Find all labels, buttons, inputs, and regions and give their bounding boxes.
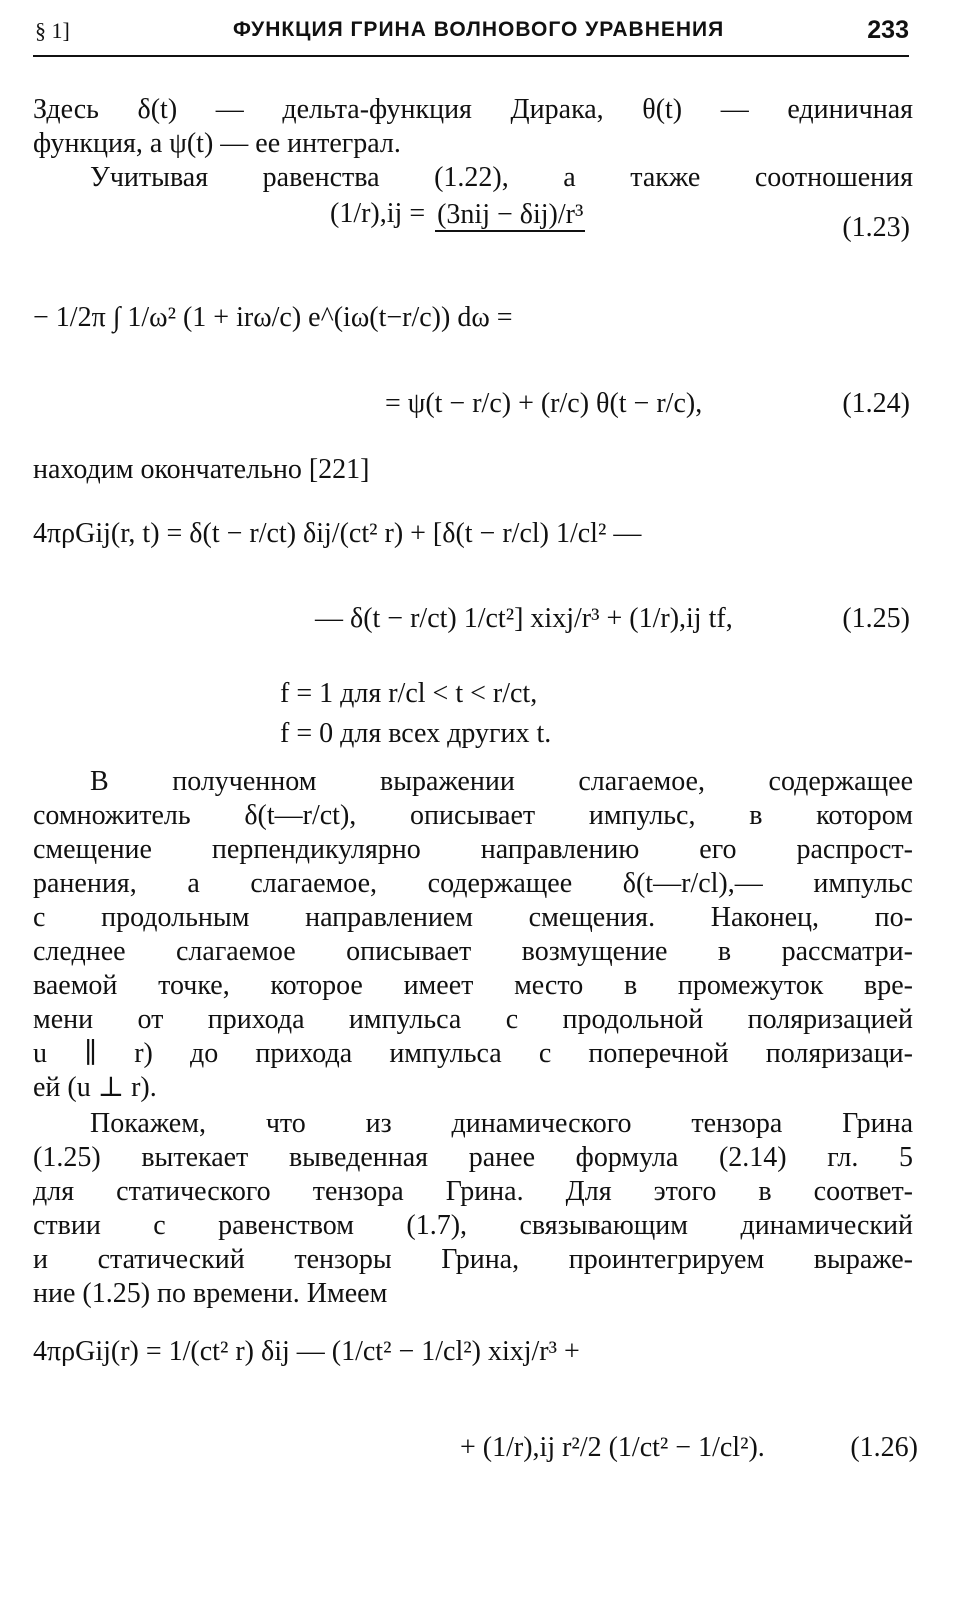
condition-line: f = 0 для всех других t. [280,718,552,749]
text-line: В полученном выражении слагаемое, содержащее [90,766,913,797]
section-mark: § 1] [35,18,70,43]
text-line: сомножитель δ(t—r/ct), описывает импульс, в котором [33,800,913,831]
text-line: находим окончательно [221] [33,454,370,485]
chapter-title: ФУНКЦИЯ ГРИНА ВОЛНОВОГО УРАВНЕНИЯ [233,18,725,41]
equation-1-25-line2: — δ(t − r/ct) 1/ct²] xixj/r³ + (1/r),ij tf, [315,603,733,634]
condition-line: f = 1 для r/cl < t < r/ct, [280,678,538,709]
text-line: (1.25) вытекает выведенная ранее формула (2.14) гл. 5 [33,1142,913,1173]
equation-number: (1.23) [842,212,910,243]
eq-1-23-rhs: (3nij − δij)/r³ [437,198,584,230]
equation-1-25-line1: 4πρGij(r, t) = δ(t − r/ct) δij/(ct² r) + [δ(t − r/cl) 1/cl² — [33,518,642,549]
running-header [33,14,909,48]
header-rule [33,55,909,57]
text-line: ей (u ⊥ r). [33,1072,157,1103]
text-line: следнее слагаемое описывает возмущение в рассматри- [33,936,913,967]
text-line: ствии с равенством (1.7), связывающим динамический [33,1210,913,1241]
equation-1-26-line2: + (1/r),ij r²/2 (1/ct² − 1/cl²). [460,1432,765,1463]
text-line: с продольным направлением смещения. Наконец, по- [33,902,913,933]
equation-1-26-line1: 4πρGij(r) = 1/(ct² r) δij — (1/ct² − 1/cl²) xixj/r³ + [33,1336,580,1367]
equation-number: (1.24) [842,388,910,419]
text-line: ние (1.25) по времени. Имеем [33,1278,388,1309]
equation-number: (1.25) [842,603,910,634]
equation-1-23: (1/r),ij = (3nij − δij)/r³ [330,198,584,230]
text-line: мени от прихода импульса с продольной поляризацией [33,1004,913,1035]
equation-1-24-bottom: = ψ(t − r/c) + (r/c) θ(t − r/c), [385,388,703,419]
page-number: 233 [867,16,909,44]
text-line: функция, а ψ(t) — ее интеграл. [33,128,401,159]
text-line: и статический тензоры Грина, проинтегрируем выраже- [33,1244,913,1275]
eq-1-23-lhs: (1/r),ij [330,198,403,229]
text-line: ранения, а слагаемое, содержащее δ(t—r/cl),— импульс [33,868,913,899]
equation-1-24-top: − 1/2π ∫ 1/ω² (1 + irω/c) e^(iω(t−r/c)) dω = [33,302,513,333]
text-line: для статического тензора Грина. Для этого в соответ- [33,1176,913,1207]
text-line: Здесь δ(t) — дельта-функция Дирака, θ(t) — единичная [33,94,913,125]
text-line: ваемой точке, которое имеет место в промежуток вре- [33,970,913,1001]
text-line: Учитывая равенства (1.22), а также соотношения [90,162,913,193]
text-line: u ∥ r) до прихода импульса с поперечной поляризаци- [33,1038,913,1069]
text-line: Покажем, что из динамического тензора Грина [90,1108,913,1139]
text-line: смещение перпендикулярно направлению его распрост- [33,834,913,865]
equation-number: (1.26) [850,1432,918,1463]
